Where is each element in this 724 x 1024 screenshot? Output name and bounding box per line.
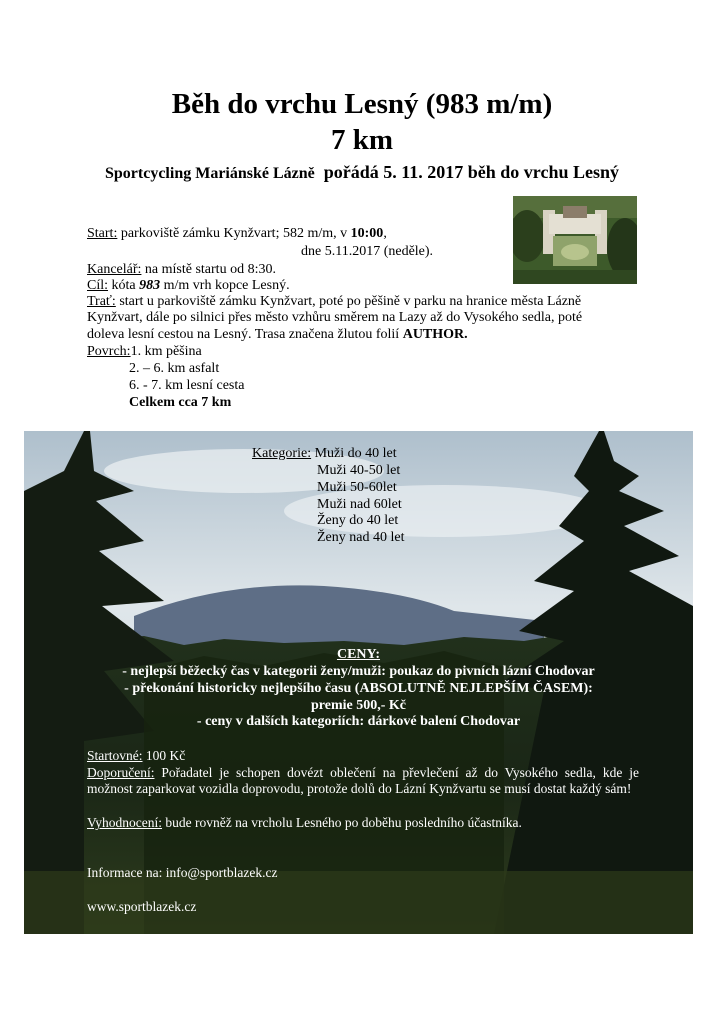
page-title: Běh do vrchu Lesný (983 m/m): [171, 88, 553, 120]
goal-altitude: 983: [139, 278, 161, 293]
organizer: Sportcycling Mariánské Lázně: [105, 165, 315, 182]
category-item: Muži nad 60let: [317, 497, 402, 512]
categories-label: Kategorie:: [252, 446, 312, 461]
category-item: Muži 40-50 let: [317, 463, 401, 478]
surface-3: 6. - 7. km lesní cesta: [129, 378, 245, 393]
distance-title: 7 km: [330, 124, 394, 156]
route-text-3: doleva lesní cestou na Lesný. Trasa značena žlutou folií: [87, 327, 403, 342]
fee-text: 100 Kč: [145, 748, 186, 763]
category-item: Ženy nad 40 let: [317, 530, 405, 545]
recommendation-label: Doporučení:: [87, 765, 155, 780]
categories-line-1: [252, 446, 397, 462]
goal-text: kóta: [111, 278, 140, 293]
start-line: [87, 226, 387, 242]
evaluation-text: bude rovněž na vrcholu Lesného po doběhu posledního účastníka.: [165, 815, 522, 830]
category-item: Ženy do 40 let: [317, 513, 399, 528]
website-link[interactable]: www.sportblazek.cz: [87, 899, 197, 914]
start-text: parkoviště zámku Kynžvart; 582 m/m, v: [120, 226, 351, 241]
office-label: Kancelář:: [87, 262, 142, 277]
evaluation-label: Vyhodnocení:: [87, 815, 162, 830]
goal-text-b: m/m vrh kopce Lesný.: [160, 278, 290, 293]
prize-line-1: - nejlepší běžecký čas v kategorii ženy/muži: poukaz do pivních lázní Chodovar: [122, 664, 595, 679]
fee-line: [87, 748, 185, 764]
route-text-1: start u parkoviště zámku Kynžvart, poté po pěšině v parku na hranice města Lázně: [119, 294, 582, 309]
prizes-title: CENY:: [336, 647, 381, 662]
prize-line-2: - překonání historicky nejlepšího času (ABSOLUTNĚ NEJLEPŠÍM ČASEM):: [124, 681, 593, 696]
surface-total: Celkem cca 7 km: [129, 395, 232, 410]
surface-line: [87, 344, 202, 360]
office-text: na místě startu od 8:30.: [144, 262, 276, 277]
goal-label: Cíl:: [87, 278, 109, 293]
castle-photo: [513, 196, 637, 284]
prize-line-4: - ceny v dalších kategoriích: dárkové balení Chodovar: [196, 714, 521, 729]
start-label: Start:: [87, 226, 118, 241]
route-line-2: Kynžvart, dále po silnici přes město vzhůru směrem na Lazy až do Vysokého sedla, poté: [87, 310, 583, 325]
prize-line-3: premie 500,- Kč: [311, 698, 406, 713]
subtitle-rest: pořádá 5. 11. 2017 běh do vrchu Lesný: [323, 162, 619, 182]
route-line-3: [87, 327, 468, 343]
surface-1: 1. km pěšina: [130, 344, 202, 359]
start-time: 10:00: [350, 226, 384, 241]
start-comma: ,: [383, 226, 387, 241]
category-item: Muži do 40 let: [314, 446, 397, 461]
route-author: AUTHOR.: [402, 327, 468, 342]
goal-line: [87, 278, 290, 294]
recommendation: [87, 765, 639, 797]
surface-label: Povrch:: [87, 344, 131, 359]
recommendation-text: Pořadatel je schopen dovézt oblečení na převlečení až do Vysokého sedla, kde je možnost zaparkovat vozidla doprovodu, protože dolů do Lázní Kynžvartu se musí dostat každý sám!: [87, 765, 640, 796]
category-item: Muži 50-60let: [317, 480, 397, 495]
fee-label: Startovné:: [87, 748, 143, 763]
evaluation-line: [87, 815, 522, 831]
start-date: dne 5.11.2017 (neděle).: [301, 244, 434, 259]
route-line-1: [87, 294, 581, 310]
contact-info: Informace na: info@sportblazek.cz: [87, 865, 278, 880]
route-label: Trať:: [87, 294, 116, 309]
office-line: [87, 262, 276, 278]
surface-2: 2. – 6. km asfalt: [129, 361, 220, 376]
subtitle: [100, 160, 624, 186]
